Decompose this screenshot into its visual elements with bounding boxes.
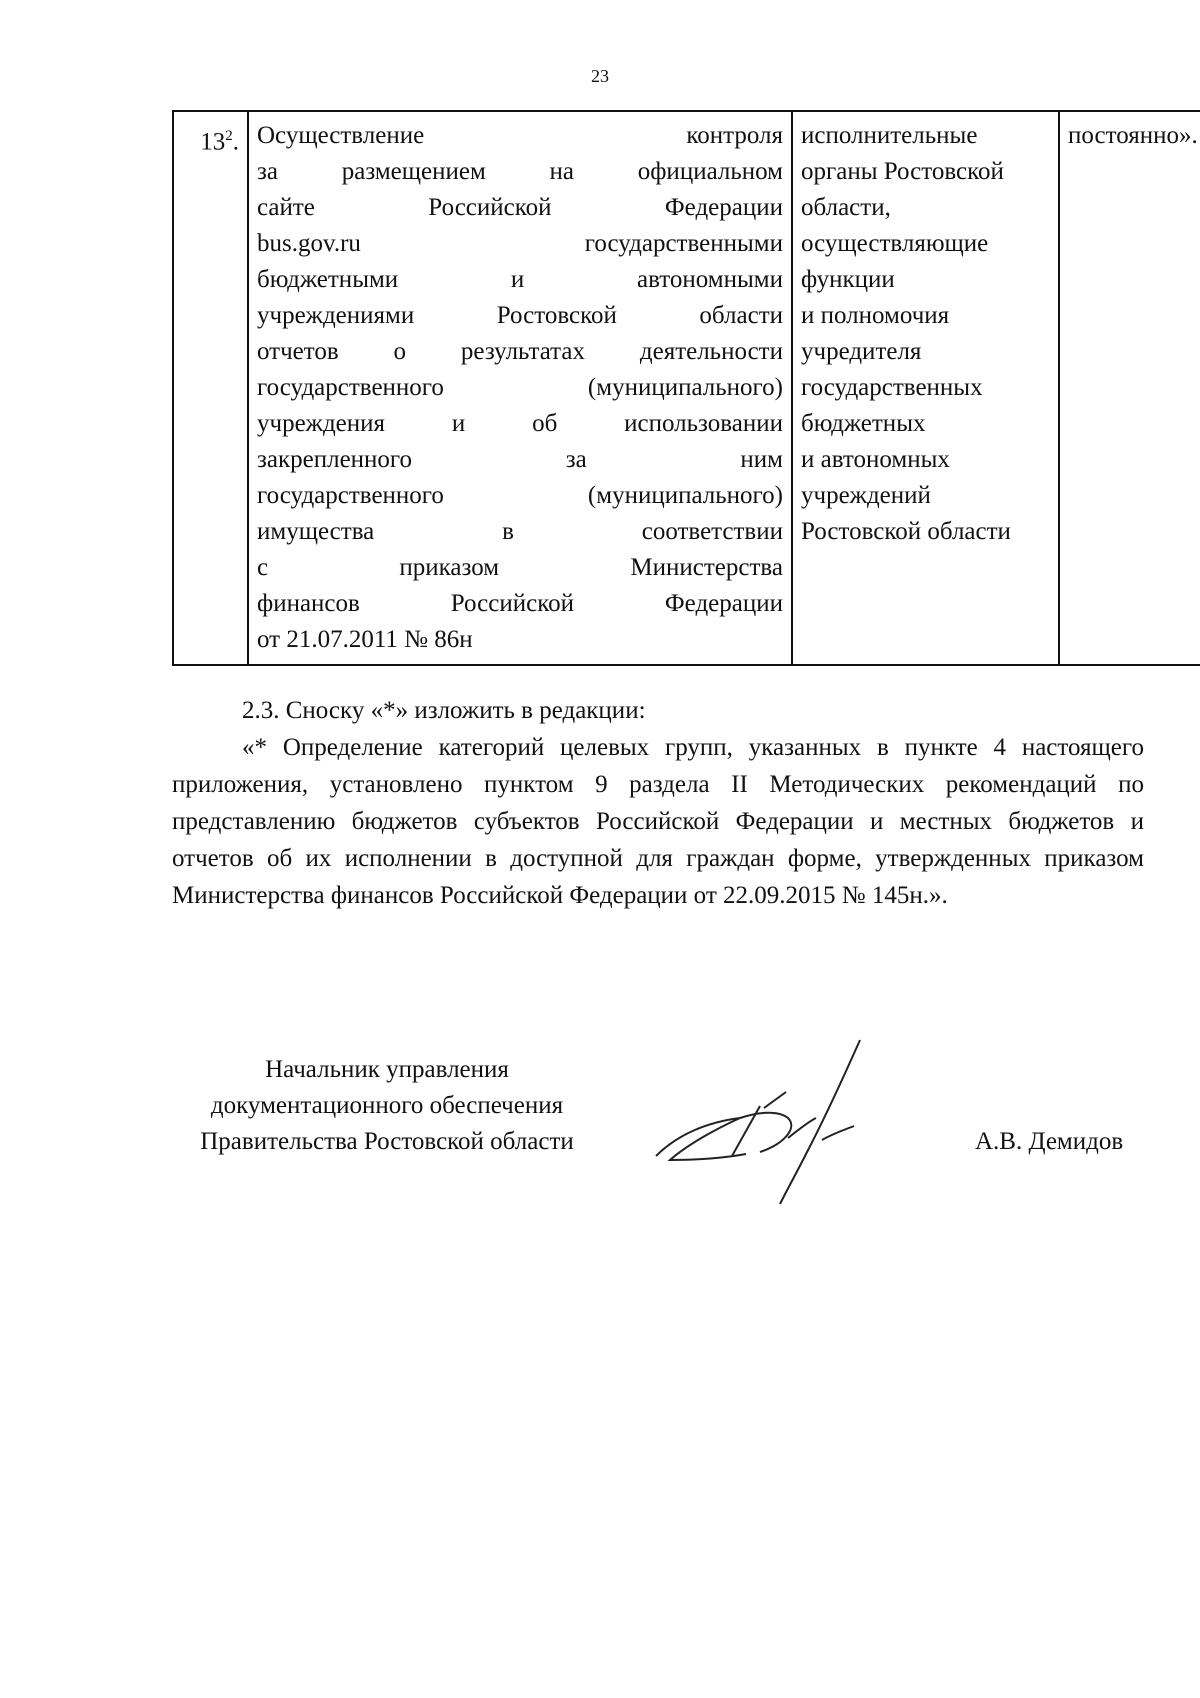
executor-line: государственных [801,374,983,401]
executor-line: бюджетных [801,410,926,437]
position-line: документационного обеспечения [210,1092,564,1119]
action-line: Осуществление контроля [257,122,783,149]
action-line: от 21.07.2011 № 86н [257,626,473,653]
action-line: имущества в соответствии [257,518,783,545]
action-line: государственного (муниципального) [257,374,783,401]
position-line: Начальник управления [265,1056,509,1083]
page-number: 23 [591,66,609,86]
action-line: с приказом Министерства [257,554,783,581]
executor-line: осуществляющие [801,230,989,257]
executor-line: Ростовской области [801,518,1011,545]
position-line: Правительства Ростовской области [200,1128,574,1155]
handwritten-signature [648,1036,938,1208]
executor-line: и полномочия [801,302,950,329]
executor-line: учредителя [801,338,922,365]
action-line: сайте Российской Федерации [257,194,783,221]
amendment-text: «* Определение категорий целевых групп, указанных в пункте 4 настоящего приложения, установлено пунктом 9 раздела II Методических рекомендаций по представлению бюджетов субъектов Российской Федерации и местных бюджетов и отчетов об их исполнении в доступной для граждан форме, утвержденных приказом Министерства финансов Российской Федерации от 22.09.2015 № 145н.». [172,734,1144,909]
action-line: за размещением на официальном [257,158,783,185]
signer-name: А.В. Демидов [975,1128,1124,1155]
action-line: учреждениями Ростовской области [257,302,783,329]
action-line: отчетов о результатах деятельности [257,338,783,365]
action-line: bus.gov.ru государственными [257,230,783,257]
term-cell [1059,111,1200,665]
action-line: учреждения и об использовании [257,410,783,437]
amendment-heading: 2.3. Сноску «*» изложить в редакции: [242,697,646,724]
measures-table [172,110,1200,666]
row-number-superscript: 2 [225,128,233,144]
action-line: закрепленного за ним [257,446,783,473]
executor-line: органы Ростовской [801,158,1004,185]
amendment-section [172,692,1144,914]
row-number-suffix: . [232,128,239,156]
executor-line: функции [801,266,895,293]
action-line: государственного (муниципального) [257,482,783,509]
executor-cell [792,111,1059,665]
action-line: финансов Российской Федерации [257,590,783,617]
executor-line: исполнительные [801,122,978,149]
row-number-cell [173,111,248,665]
term-text: постоянно». [1068,122,1198,149]
row-number: 13 [200,128,226,156]
action-cell [248,111,792,665]
action-line: бюджетными и автономными [257,266,783,293]
executor-line: учреждений [801,482,931,509]
signatory-position [172,1052,602,1160]
table-row [173,111,1200,665]
executor-line: области, [801,194,891,221]
executor-line: и автономных [801,446,950,473]
